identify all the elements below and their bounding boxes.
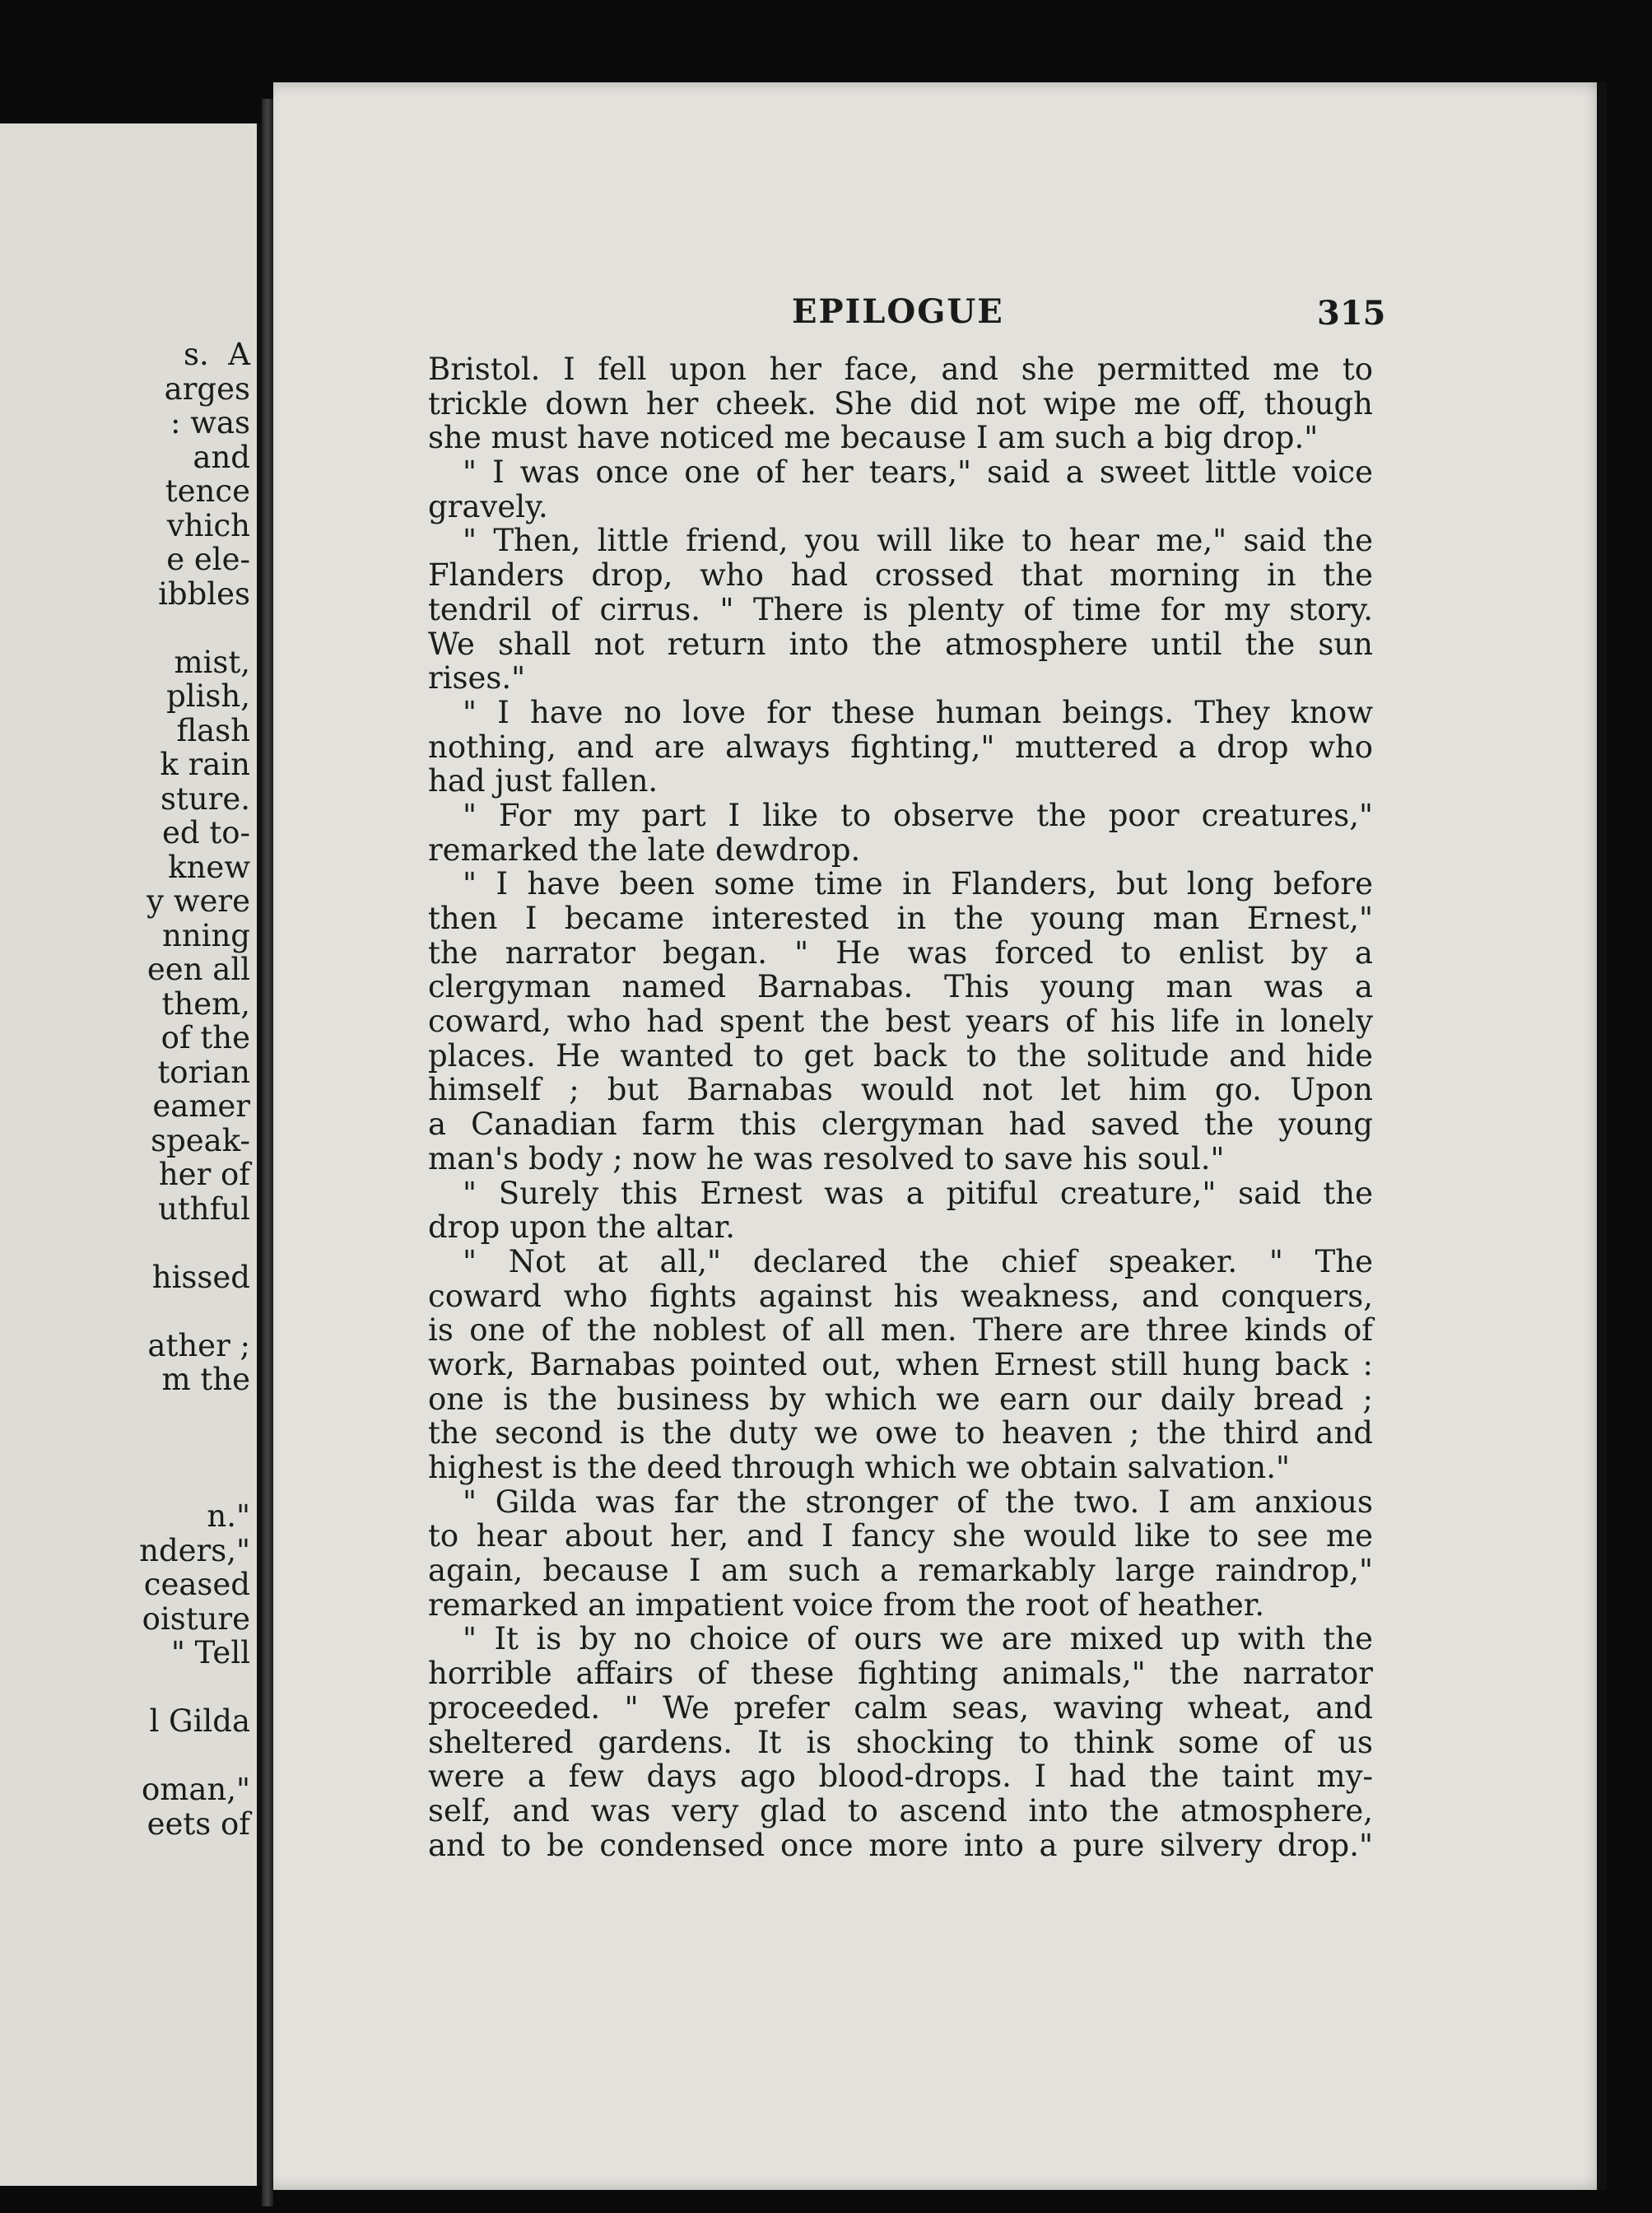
text-line: coward, who had spent the best years of his life in lonely — [428, 1004, 1373, 1040]
text-line: to hear about her, and I fancy she would like to see me — [428, 1518, 1373, 1554]
previous-page-line: plish, — [166, 678, 250, 714]
text-line: again, because I am such a remarkably large raindrop," — [428, 1553, 1373, 1589]
previous-page-line: : was — [170, 405, 250, 440]
text-line: tendril of cirrus. " There is plenty of time for my story. — [428, 591, 1373, 627]
previous-page-line — [139, 611, 250, 645]
previous-page-line: m the — [161, 1362, 250, 1397]
text-line: were a few days ago blood-drops. I had the taint my- — [428, 1759, 1373, 1795]
previous-page-line: eets of — [147, 1805, 250, 1842]
text-line: " I have been some time in Flanders, but long before — [463, 866, 1373, 902]
previous-page-line: nning — [161, 917, 250, 953]
previous-page-line: ceased — [143, 1567, 250, 1602]
previous-page-fragment — [0, 123, 262, 2186]
previous-page-line: knew — [168, 849, 250, 885]
previous-page-line: e ele- — [166, 542, 250, 577]
previous-page-line: y were — [147, 883, 250, 919]
text-line: " Surely this Ernest was a pitiful creature," said the — [463, 1175, 1373, 1211]
previous-page-line — [139, 1294, 250, 1329]
text-line: one is the business by which we earn our daily bread ; — [428, 1381, 1373, 1417]
previous-page-line: een all — [147, 952, 250, 987]
book-page — [273, 82, 1607, 2190]
text-line: remarked an impatient voice from the root of heather. — [428, 1586, 1265, 1623]
body-text — [428, 352, 1373, 1862]
text-line: remarked the late dewdrop. — [428, 832, 861, 868]
text-line: trickle down her cheek. She did not wipe me off, though — [428, 385, 1373, 422]
text-line: " Gilda was far the stronger of the two. I am anxious — [463, 1484, 1373, 1520]
text-line: " It is by no choice of ours we are mixed up with the — [463, 1621, 1373, 1657]
text-line: Bristol. I fell upon her face, and she permitted me to — [428, 352, 1373, 387]
previous-page-line: oisture — [142, 1600, 250, 1637]
text-line: highest is the deed through which we obtain salvation." — [428, 1450, 1291, 1485]
previous-page-line: of the — [161, 1020, 250, 1055]
text-line: she must have noticed me because I am such a big drop." — [428, 420, 1319, 456]
text-line: the second is the duty we owe to heaven ; the third and — [428, 1415, 1373, 1451]
running-title: EPILOGUE — [792, 292, 1004, 331]
text-line: " I was once one of her tears," said a sweet little voice — [463, 454, 1373, 491]
text-line: himself ; but Barnabas would not let him go. Upon — [428, 1072, 1373, 1108]
previous-page-line: l Gilda — [149, 1703, 250, 1739]
previous-page-line — [139, 1670, 250, 1705]
text-line: sheltered gardens. It is shocking to think some of us — [428, 1724, 1373, 1760]
text-line: self, and was very glad to ascend into the atmosphere, — [428, 1792, 1373, 1829]
previous-page-line: flash — [176, 712, 250, 748]
page-header — [273, 292, 1386, 342]
text-line: is one of the noblest of all men. There are three kinds of — [428, 1312, 1373, 1349]
previous-page-line: uthful — [158, 1190, 250, 1227]
previous-page-line: arges — [164, 370, 250, 407]
previous-page-line: k rain — [160, 747, 250, 782]
previous-page-line: her of — [158, 1157, 250, 1192]
text-line: clergyman named Barnabas. This young man was a — [428, 969, 1373, 1005]
previous-page-line: them, — [161, 985, 250, 1022]
previous-page-line — [139, 1226, 250, 1260]
previous-page-line: n." — [207, 1498, 250, 1534]
text-line: " Then, little friend, you will like to hear me," said the — [463, 523, 1373, 559]
previous-page-text — [139, 338, 250, 1841]
previous-page-line: hissed — [151, 1259, 250, 1295]
text-line: " Not at all," declared the chief speaker. " The — [463, 1243, 1373, 1279]
text-line: and to be condensed once more into a pure silvery drop." — [428, 1827, 1373, 1863]
text-line: Flanders drop, who had crossed that morning in the — [428, 557, 1373, 594]
text-line: drop upon the altar. — [428, 1209, 736, 1246]
previous-page-line — [139, 1431, 250, 1465]
text-line: work, Barnabas pointed out, when Ernest still hung back : — [428, 1346, 1373, 1382]
text-line: then I became interested in the young man Ernest," — [428, 901, 1373, 936]
text-line: a Canadian farm this clergyman had saved the young — [428, 1106, 1373, 1143]
previous-page-line: oman," — [141, 1772, 250, 1807]
text-line: rises." — [428, 660, 526, 697]
text-line: horrible affairs of these fighting animals," the narrator — [428, 1656, 1373, 1692]
text-line: gravely. — [428, 488, 548, 524]
previous-page-line: mist, — [174, 644, 250, 680]
previous-page-line: s. A — [184, 337, 250, 372]
previous-page-line: tence — [165, 473, 250, 509]
text-line: the narrator began. " He was forced to enlist by a — [428, 934, 1373, 971]
text-line: man's body ; now he was resolved to save his soul." — [428, 1140, 1225, 1176]
book-gutter — [262, 99, 273, 2206]
previous-page-line: torian — [157, 1054, 250, 1090]
previous-page-line: ibbles — [158, 575, 250, 612]
text-line: places. He wanted to get back to the solitude and hide — [428, 1037, 1373, 1074]
text-line: nothing, and are always fighting," muttered a drop who — [428, 729, 1373, 765]
previous-page-line: ather ; — [147, 1327, 250, 1363]
text-line: We shall not return into the atmosphere until the sun — [428, 626, 1373, 662]
text-line: proceeded. " We prefer calm seas, waving wheat, and — [428, 1689, 1373, 1726]
previous-page-line — [139, 1397, 250, 1432]
previous-page-line: nders," — [139, 1532, 250, 1568]
previous-page-line: ed to- — [162, 815, 250, 850]
previous-page-line — [139, 1739, 250, 1773]
text-line: coward who fights against his weakness, and conquers, — [428, 1278, 1373, 1314]
page-number: 315 — [1317, 294, 1386, 333]
previous-page-line: and — [193, 439, 250, 475]
previous-page-line: sture. — [160, 780, 250, 817]
text-line: " For my part I like to observe the poor creatures," — [463, 797, 1373, 833]
text-line: had just fallen. — [428, 763, 658, 799]
previous-page-line: speak- — [151, 1122, 250, 1158]
previous-page-line: vhich — [166, 507, 250, 543]
previous-page-line: " Tell — [170, 1635, 250, 1670]
previous-page-line: eamer — [152, 1088, 250, 1124]
previous-page-line — [139, 1465, 250, 1500]
text-line: " I have no love for these human beings. They know — [463, 694, 1373, 730]
